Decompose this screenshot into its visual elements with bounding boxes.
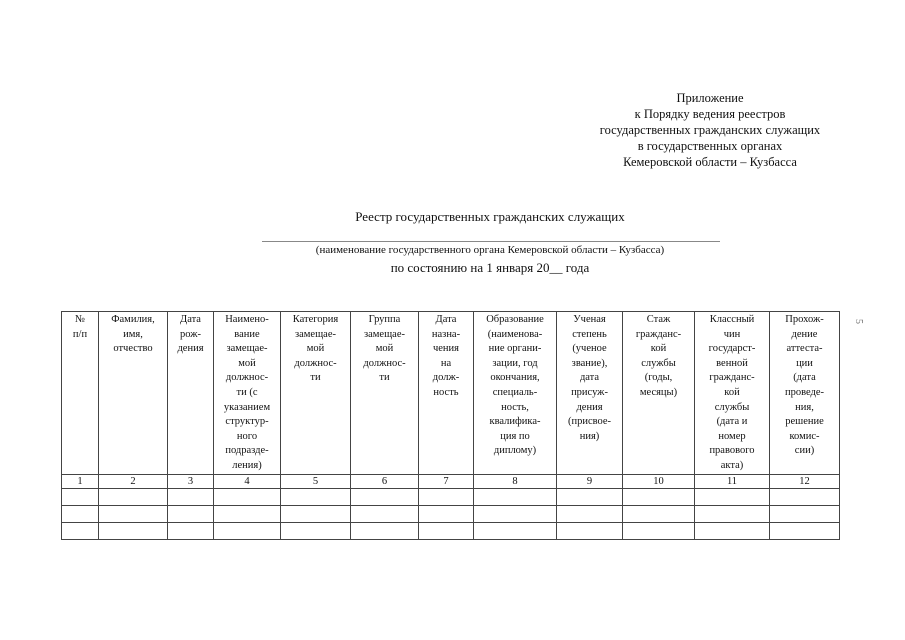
column-header-line: гражданс- (635, 328, 682, 340)
column-header-line: Классный (709, 314, 755, 325)
table-cell (474, 522, 557, 539)
column-header-line: (дата (793, 372, 816, 384)
table-cell (168, 488, 214, 505)
column-header-line: окончания, (490, 372, 540, 384)
organization-name-hint: (наименование государственного органа Кемеровской области – Кузбасса) (315, 244, 665, 256)
column-header-line: ного (236, 430, 258, 442)
column-header (168, 312, 214, 475)
column-header-line: чин (723, 328, 741, 340)
table-cell (62, 488, 99, 505)
column-header-line: месяцы) (639, 386, 678, 398)
appendix-line: Приложение (676, 91, 744, 105)
column-header-line: диплому) (493, 445, 537, 457)
column-header-line: ность (433, 386, 459, 398)
column-header-line: службы (641, 357, 676, 369)
appendix-line: государственных гражданских служащих (599, 123, 821, 137)
column-header-line: дения (576, 401, 603, 413)
column-header-line: номер (718, 430, 746, 442)
column-number: 3 (168, 474, 214, 488)
column-header-line: мой (306, 343, 325, 355)
table-cell (557, 522, 623, 539)
table-cell (695, 505, 770, 522)
column-header (62, 312, 99, 475)
column-header-line: гражданс- (709, 372, 755, 384)
column-header-line: Фамилия, (111, 314, 155, 325)
column-header-line: Дата (180, 314, 201, 325)
table-cell (419, 505, 474, 522)
register-title: Реестр государственных гражданских служащих (355, 209, 625, 224)
column-header-line: чения (432, 343, 459, 355)
table-cell (557, 505, 623, 522)
column-number: 2 (99, 474, 168, 488)
column-header-line: ти (310, 372, 321, 384)
appendix-header (540, 90, 880, 170)
column-header-line: сии) (794, 445, 815, 457)
column-header-line: отчество (113, 343, 153, 355)
column-header-line: ти (379, 372, 390, 384)
table-cell (474, 488, 557, 505)
column-header-line: ние органи- (488, 343, 542, 355)
column-header-line: замещае- (226, 343, 268, 355)
column-header-line: (ученое (572, 343, 607, 355)
column-header-line: должнос- (225, 372, 269, 384)
column-number: 8 (474, 474, 557, 488)
column-header-line: ния, (795, 401, 814, 413)
table-cell (770, 505, 840, 522)
table-cell (351, 505, 419, 522)
column-header-line: аттеста- (786, 343, 823, 355)
column-header (214, 312, 281, 475)
table-cell (99, 488, 168, 505)
column-number: 9 (557, 474, 623, 488)
column-number: 6 (351, 474, 419, 488)
column-header-line: кой (650, 343, 667, 355)
table-cell (99, 505, 168, 522)
column-header-line: Наимено- (225, 314, 269, 325)
table-cell (695, 522, 770, 539)
table-cell (99, 522, 168, 539)
column-header-line: ния) (579, 430, 600, 442)
table-cell (62, 522, 99, 539)
column-header-line: замещае- (363, 328, 405, 340)
table-row (62, 488, 840, 505)
table-cell (62, 505, 99, 522)
table-cell (281, 488, 351, 505)
register-table (61, 311, 840, 540)
column-header-line: решение (785, 416, 824, 428)
table-cell (419, 488, 474, 505)
column-header-line: ность, (501, 401, 529, 413)
column-header-line: вание (234, 328, 260, 340)
column-header-line: Категория (292, 314, 339, 325)
table-cell (214, 505, 281, 522)
column-header (557, 312, 623, 475)
column-number: 12 (770, 474, 840, 488)
column-header (770, 312, 840, 475)
column-header-line: ления) (232, 459, 262, 471)
column-header-line: Стаж (646, 314, 671, 325)
column-header-line: долж- (432, 372, 460, 384)
column-header-line: специаль- (492, 386, 538, 398)
column-header-line: дата (579, 372, 600, 384)
table-cell (281, 505, 351, 522)
column-header-line: дение (791, 328, 818, 340)
column-header-line: рож- (180, 328, 201, 340)
table-cell (557, 488, 623, 505)
table-header-row (62, 312, 840, 475)
column-header-line: подразде- (225, 445, 269, 457)
column-number: 11 (695, 474, 770, 488)
column-number: 1 (62, 474, 99, 488)
column-header-line: проведе- (784, 386, 825, 398)
table-cell (770, 522, 840, 539)
table-cell (419, 522, 474, 539)
column-header-line: звание), (571, 357, 608, 369)
appendix-line: Кемеровской области – Кузбасса (623, 155, 797, 169)
column-header-line: Дата (435, 314, 457, 325)
table-cell (214, 522, 281, 539)
column-header (419, 312, 474, 475)
organization-name-line (262, 241, 720, 242)
column-header (695, 312, 770, 475)
column-header-line: п/п (72, 328, 88, 340)
column-header-line: правового (709, 445, 755, 457)
column-header-line: ти (с (236, 386, 258, 398)
table-cell (214, 488, 281, 505)
column-header-line: (присвое- (567, 416, 612, 428)
column-number: 10 (623, 474, 695, 488)
column-header-line: Группа (368, 314, 401, 325)
column-number: 7 (419, 474, 474, 488)
column-header-line: квалифика- (489, 416, 541, 428)
column-header-line: мой (238, 357, 256, 369)
table-cell (351, 488, 419, 505)
table-cell (623, 505, 695, 522)
table-cell (695, 488, 770, 505)
column-header-line: степень (572, 328, 607, 340)
column-number: 5 (281, 474, 351, 488)
appendix-line: к Порядку ведения реестров (634, 107, 786, 121)
table-cell (281, 522, 351, 539)
table-row (62, 505, 840, 522)
column-number-row (62, 474, 840, 488)
table-cell (168, 505, 214, 522)
table-cell (623, 488, 695, 505)
column-header-line: (наименова- (487, 328, 543, 340)
column-header-line: назна- (431, 328, 461, 340)
column-header-line: ция по (500, 430, 530, 442)
column-header-line: на (440, 357, 452, 369)
column-header-line: должнос- (294, 357, 337, 369)
column-header (99, 312, 168, 475)
column-header (623, 312, 695, 475)
column-header-line: № (74, 314, 86, 325)
column-number: 4 (214, 474, 281, 488)
column-header (351, 312, 419, 475)
column-header-line: комис- (789, 430, 820, 442)
column-header (474, 312, 557, 475)
column-header-line: мой (375, 343, 394, 355)
column-header-line: зации, год (492, 357, 538, 369)
page-number: 5 (853, 319, 864, 324)
column-header-line: кой (724, 386, 740, 398)
column-header-line: присуж- (571, 386, 608, 398)
column-header-line: венной (716, 357, 748, 369)
column-header-line: государст- (708, 343, 756, 355)
column-header-line: ции (796, 357, 813, 369)
column-header-line: дения (177, 343, 204, 355)
column-header-line: имя, (123, 328, 143, 340)
column-header-line: (годы, (644, 372, 673, 384)
column-header-line: (дата и (716, 416, 748, 428)
column-header (281, 312, 351, 475)
column-header-line: акта) (720, 459, 744, 471)
table-cell (351, 522, 419, 539)
column-header-line: замещае- (294, 328, 336, 340)
column-header-line: указанием (223, 401, 271, 413)
column-header-line: Ученая (573, 314, 606, 325)
column-header-line: службы (714, 401, 750, 413)
column-header-line: структур- (225, 416, 269, 428)
table-cell (623, 522, 695, 539)
column-header-line: должнос- (363, 357, 406, 369)
register-as-of-date: по состоянию на 1 января 20__ года (390, 260, 590, 275)
table-cell (770, 488, 840, 505)
table-cell (474, 505, 557, 522)
column-header-line: Прохож- (785, 314, 824, 325)
appendix-line: в государственных органах (637, 139, 783, 153)
column-header-line: Образование (486, 314, 544, 325)
table-row (62, 522, 840, 539)
table-cell (168, 522, 214, 539)
